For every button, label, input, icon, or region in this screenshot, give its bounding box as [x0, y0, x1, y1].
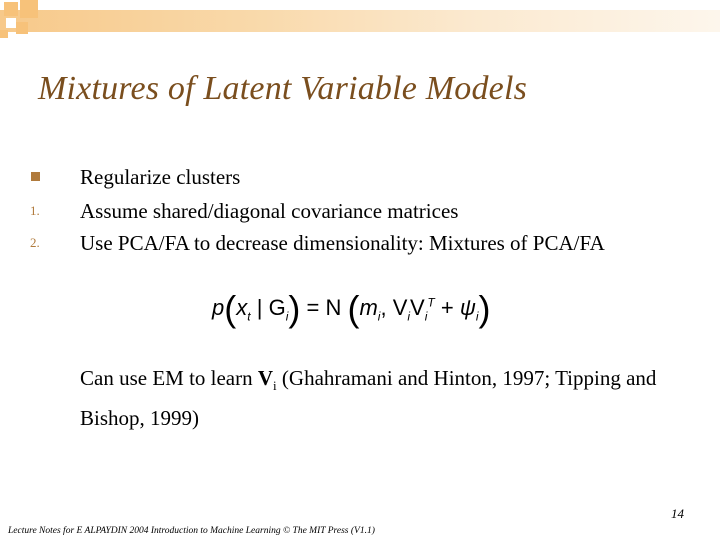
list-item: [30, 228, 670, 258]
bullet-text: Use PCA/FA to decrease dimensionality: Mixtures of PCA/FA: [80, 231, 605, 255]
square-bullet-icon: [31, 172, 40, 181]
header-decoration-bar: [0, 10, 720, 32]
mixture-formula: $p(x_t$ | $G_i) = N$ ($m_i$, $V_iV_i^T + \psi_i$): [212, 288, 491, 329]
page-number: 14: [671, 506, 684, 521]
list-item: [30, 160, 670, 194]
slide-title: Mixtures of Latent Variable Models: [38, 70, 528, 107]
bullet-text: Assume shared/diagonal covariance matrices: [80, 199, 459, 223]
bullet-list: [30, 160, 670, 258]
bullet-number: 1.: [30, 203, 40, 218]
list-item: [30, 194, 670, 228]
bullet-number: 2.: [30, 235, 40, 250]
em-note: Can use EM to learn $V_i$ (Ghahramani and Hinton, 1997; Tipping and Bishop, 1999): [80, 366, 657, 431]
footer-citation: Lecture Notes for E ALPAYDIN 2004 Introduction to Machine Learning © The MIT Press (V1.1): [8, 526, 375, 536]
bullet-text: Regularize clusters: [80, 165, 241, 189]
